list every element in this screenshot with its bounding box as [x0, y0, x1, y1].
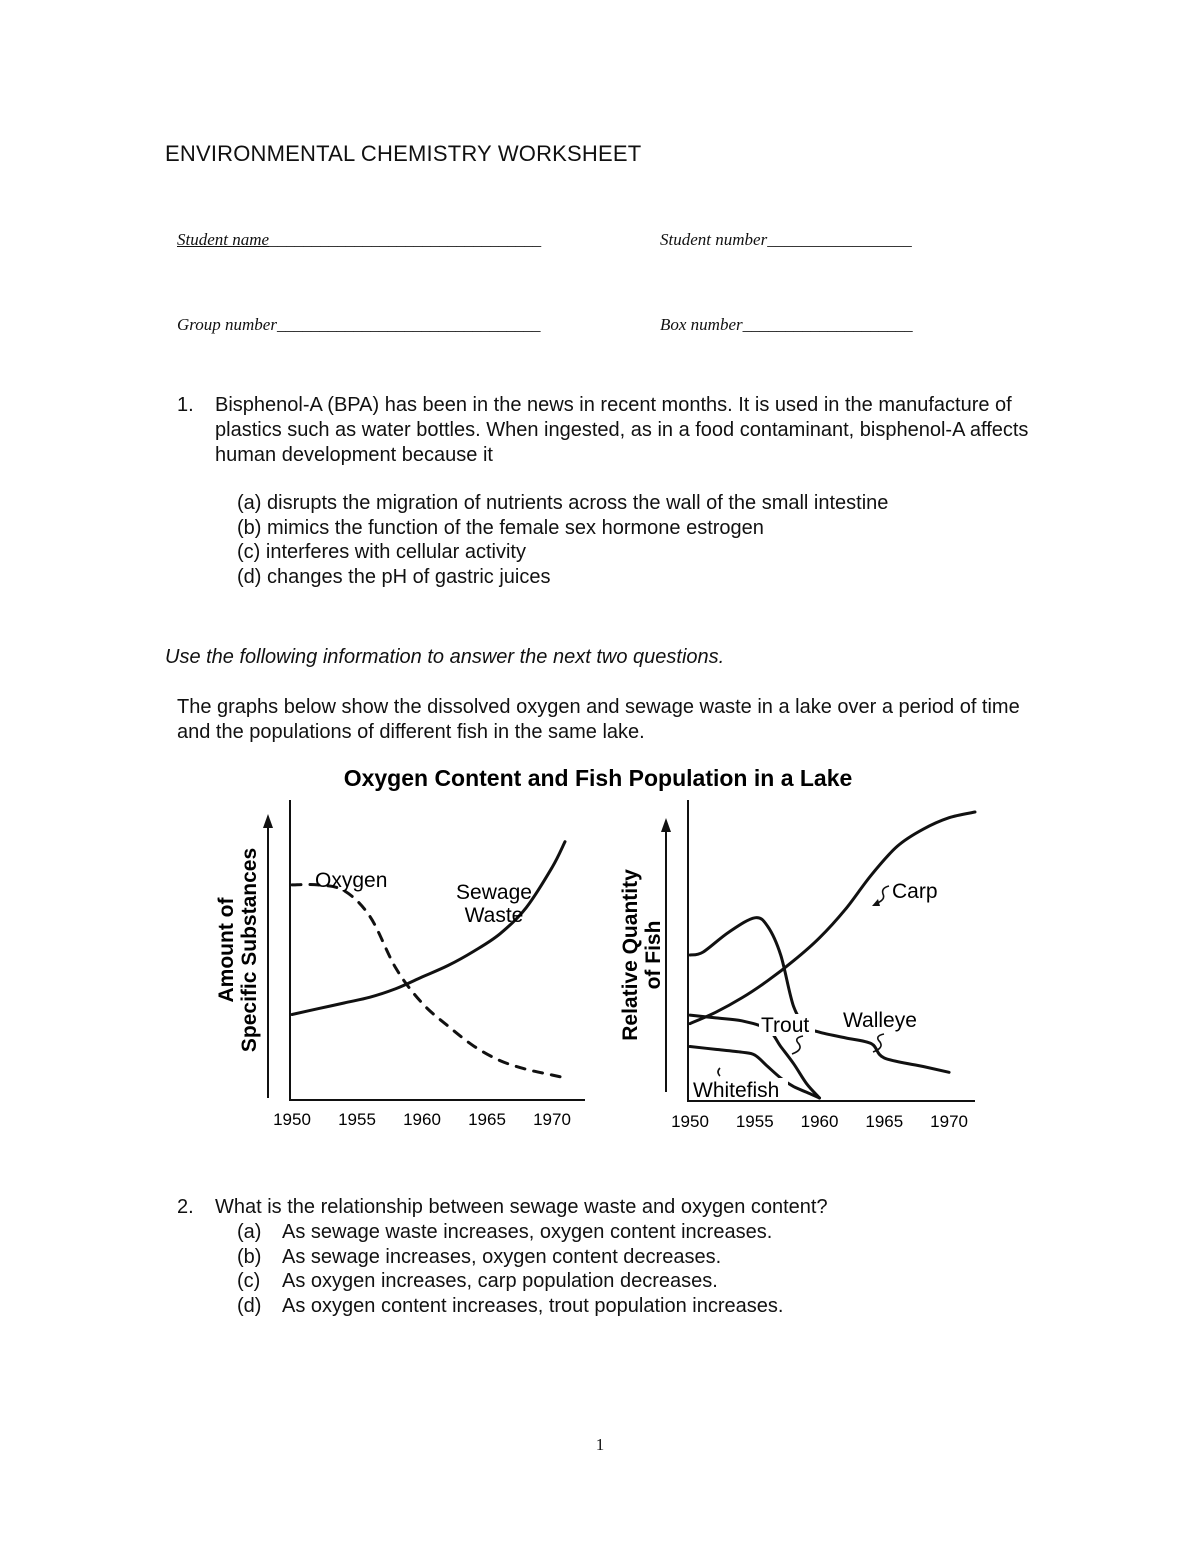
group-number-label: Group number — [177, 315, 277, 334]
series-line-oxygen — [292, 884, 565, 1077]
page-title: ENVIRONMENTAL CHEMISTRY WORKSHEET — [165, 141, 642, 166]
student-name-blank: ________________________________ — [269, 230, 542, 249]
left-chart — [215, 800, 585, 1129]
question-1-option-a[interactable]: (a) disrupts the migration of nutrients across the wall of the small intestine — [237, 492, 889, 514]
option-label: (c) — [237, 1270, 261, 1292]
question-2-option-b[interactable] — [237, 1245, 783, 1270]
x-tick-label-1960: 1960 — [403, 1110, 441, 1129]
question-1-option-d[interactable]: (d) changes the pH of gastric juices — [237, 565, 551, 588]
question-1-option-b[interactable]: (b) mimics the function of the female sex hormone estrogen — [237, 516, 764, 539]
group-number-blank: _______________________________ — [276, 315, 541, 334]
option-label: (b) — [237, 1245, 262, 1268]
box-number-blank: ____________________ — [742, 315, 913, 334]
label-trout: Trout — [761, 1014, 810, 1037]
x-tick-label-1950: 1950 — [273, 1110, 311, 1129]
x-tick-label-1955: 1955 — [735, 1112, 774, 1131]
question-2-option-d[interactable] — [237, 1294, 783, 1319]
right-chart-ylabel-1: Relative Quantity — [619, 869, 642, 1041]
label-whitefish: Whitefish — [693, 1079, 780, 1102]
whitefish-pointer — [718, 1068, 720, 1076]
question-2-options — [237, 1220, 783, 1318]
student-number-blank: _________________ — [767, 230, 912, 249]
question-2-text: What is the relationship between sewage waste and oxygen content? — [215, 1196, 828, 1218]
question-1-line-3: human development because it — [215, 444, 493, 466]
label-walleye: Walleye — [843, 1009, 917, 1032]
page-number: 1 — [595, 1435, 605, 1454]
info-instruction: Use the following information to answer the next two questions. — [165, 646, 725, 668]
x-tick-label-1965: 1965 — [865, 1112, 904, 1131]
question-2-number: 2. — [177, 1196, 194, 1218]
series-line-walleye — [690, 918, 949, 1073]
series-line-sewage-waste — [292, 842, 565, 1015]
info-line-1: The graphs below show the dissolved oxygen and sewage waste in a lake over a period of time — [177, 696, 1020, 718]
question-1-number: 1. — [177, 394, 194, 416]
option-text: As oxygen content increases, trout population increases. — [282, 1294, 784, 1317]
question-2-option-a[interactable] — [237, 1220, 783, 1245]
left-chart-y-arrow-head — [263, 814, 273, 828]
chart-title: Oxygen Content and Fish Population in a Lake — [343, 765, 853, 791]
label-oxygen: Oxygen — [315, 869, 388, 892]
x-tick-label-1950: 1950 — [671, 1112, 709, 1131]
right-chart-tick-labels — [671, 1112, 968, 1131]
student-number-label: Student number — [660, 230, 768, 249]
option-text: As oxygen increases, carp population decreases. — [282, 1270, 718, 1292]
label-waste: Waste — [464, 904, 524, 927]
left-chart-tick-labels — [273, 1110, 571, 1129]
left-chart-ylabel-1: Amount of — [215, 897, 238, 1003]
x-tick-label-1965: 1965 — [468, 1110, 506, 1129]
carp-pointer-head — [872, 899, 880, 906]
option-label: (a) — [237, 1221, 262, 1243]
option-text: As sewage increases, oxygen content decreases. — [282, 1245, 722, 1268]
question-1-option-c[interactable]: (c) interferes with cellular activity — [237, 541, 526, 563]
question-1-line-1: Bisphenol-A (BPA) has been in the news in recent months. It is used in the manufacture of — [215, 394, 1012, 416]
question-1-line-2: plastics such as water bottles. When ingested, as in a food contaminant, bisphenol-A affects — [215, 419, 1029, 441]
x-tick-label-1970: 1970 — [533, 1110, 571, 1129]
question-2-option-c[interactable] — [237, 1269, 783, 1294]
left-chart-ylabel-2: Specific Substances — [238, 847, 261, 1053]
box-number-label: Box number — [660, 315, 743, 334]
right-chart — [619, 800, 975, 1131]
label-carp: Carp — [892, 880, 938, 903]
x-tick-label-1955: 1955 — [338, 1110, 376, 1129]
student-name-label: Student name — [177, 230, 270, 249]
trout-pointer — [792, 1036, 803, 1054]
right-chart-ylabel-2: of Fish — [642, 920, 665, 990]
right-chart-series — [690, 812, 975, 1098]
x-tick-label-1960: 1960 — [800, 1112, 839, 1131]
x-tick-label-1970: 1970 — [930, 1112, 969, 1131]
series-line-carp — [690, 812, 975, 1024]
right-chart-y-arrow-head — [661, 818, 671, 832]
label-sewage: Sewage — [456, 881, 532, 904]
option-label: (d) — [237, 1294, 262, 1317]
info-line-2: and the populations of different fish in the same lake. — [177, 721, 645, 743]
option-text: As sewage waste increases, oxygen content increases. — [282, 1221, 773, 1243]
